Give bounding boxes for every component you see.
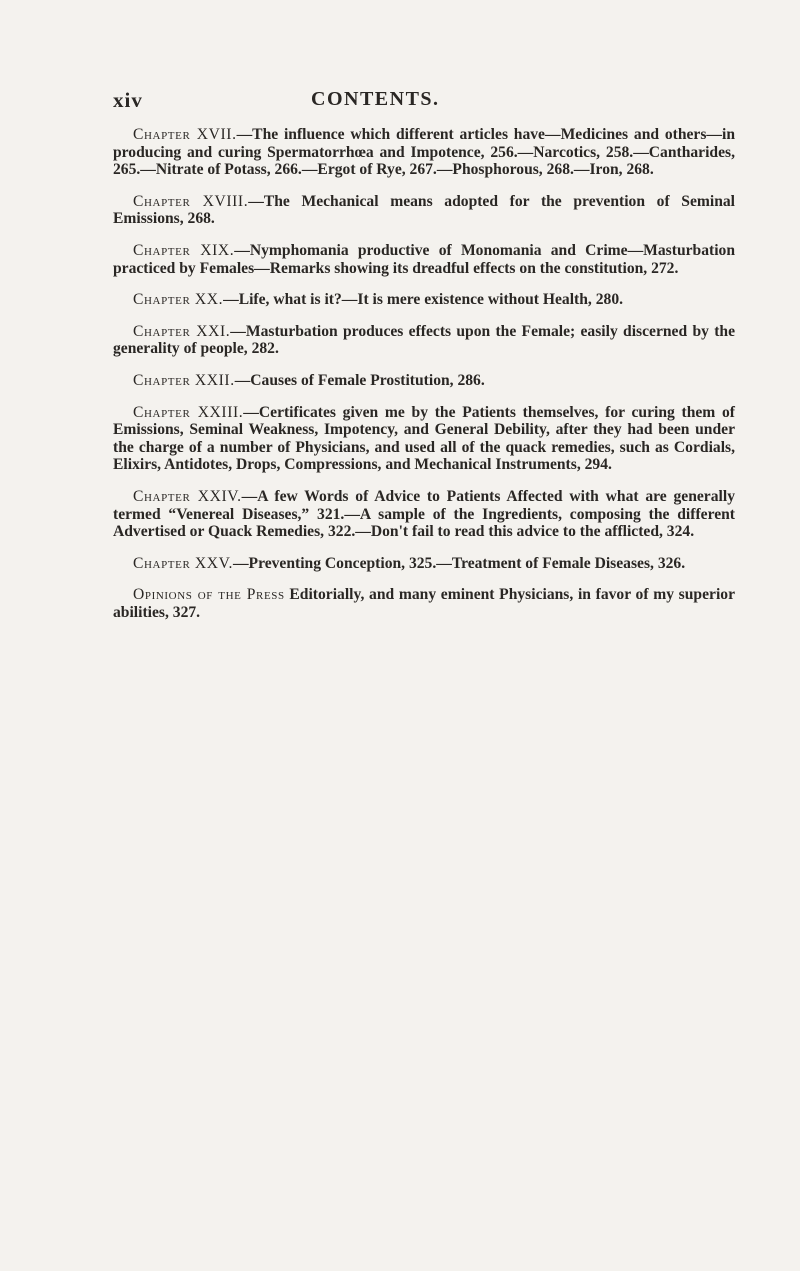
entry-text: —Masturbation produces effects upon the Female; easily discerned by the generality of people, 282.: [113, 322, 735, 358]
entry-text: —The influence which different articles have—Medicines and others—in producing and curing Spermatorrhœa and Impotence, 256.—Narcotics, 258.—Cantharides, 265.—Nitrate of Potass, 266.—Ergot of Rye, 267.—Phosphorous, 268.—Iron, 268.: [113, 126, 736, 179]
chapter-label: Chapter XXIII.: [133, 403, 244, 421]
chapter-label: Chapter XVII.: [133, 126, 237, 143]
contents-entry-chapter-25: [113, 555, 735, 573]
entry-text: —Causes of Female Prostitution, 286.: [234, 371, 485, 389]
chapter-label: Chapter XXV.: [133, 554, 233, 572]
entry-text: —Certificates given me by the Patients themselves, for curing them of Emissions, Seminal Weakness, Impotency, and General Debility, after they had been under the charge of a number of Physicians, and used all of the quack remedies, such as Cordials, Elixirs, Antidotes, Drops, Compressions, and Mechanical Instruments, 294.: [113, 403, 735, 474]
contents-list: [113, 126, 735, 635]
page-header: [113, 88, 733, 118]
chapter-label: Opinions of the Press: [133, 586, 285, 604]
chapter-label: Chapter XXII.: [133, 371, 235, 389]
contents-entry-chapter-19: [113, 242, 735, 277]
chapter-label: Chapter XX.: [133, 291, 224, 309]
contents-entry-chapter-22: [113, 372, 735, 390]
entry-text: —The Mechanical means adopted for the prevention of Seminal Emissions, 268.: [113, 192, 735, 228]
entry-text: —Preventing Conception, 325.—Treatment of Female Diseases, 326.: [232, 554, 686, 572]
chapter-label: Chapter XXI.: [133, 322, 231, 340]
contents-entry-chapter-17: [113, 126, 735, 179]
contents-entry-chapter-18: [113, 193, 735, 228]
contents-entry-chapter-21: [113, 323, 735, 358]
contents-entry-press-opinions: [113, 586, 735, 621]
chapter-label: Chapter XVIII.: [133, 192, 249, 210]
entry-text: —A few Words of Advice to Patients Affected with what are generally termed “Venereal Diseases,” 321.—A sample of the Ingredients, composing the different Advertised or Quack Remedies, 322.—Don't fail to read this advice to the afflicted, 324.: [113, 487, 735, 541]
contents-entry-chapter-20: [113, 291, 735, 309]
entry-text: —Life, what is it?—It is mere existence without Health, 280.: [223, 291, 624, 309]
page-number: xiv: [113, 88, 143, 112]
entry-text: —Nymphomania productive of Monomania and Crime—Masturbation practiced by Females—Remarks showing its dreadful effects on the constitution, 272.: [113, 241, 735, 277]
contents-entry-chapter-24: [113, 488, 735, 541]
running-head-title: CONTENTS.: [311, 88, 440, 110]
chapter-label: Chapter XXIV.: [133, 487, 242, 505]
contents-entry-chapter-23: [113, 404, 735, 474]
chapter-label: Chapter XIX.: [133, 241, 235, 259]
entry-text: Editorially, and many eminent Physicians, in favor of my superior abilities, 327.: [113, 586, 735, 621]
